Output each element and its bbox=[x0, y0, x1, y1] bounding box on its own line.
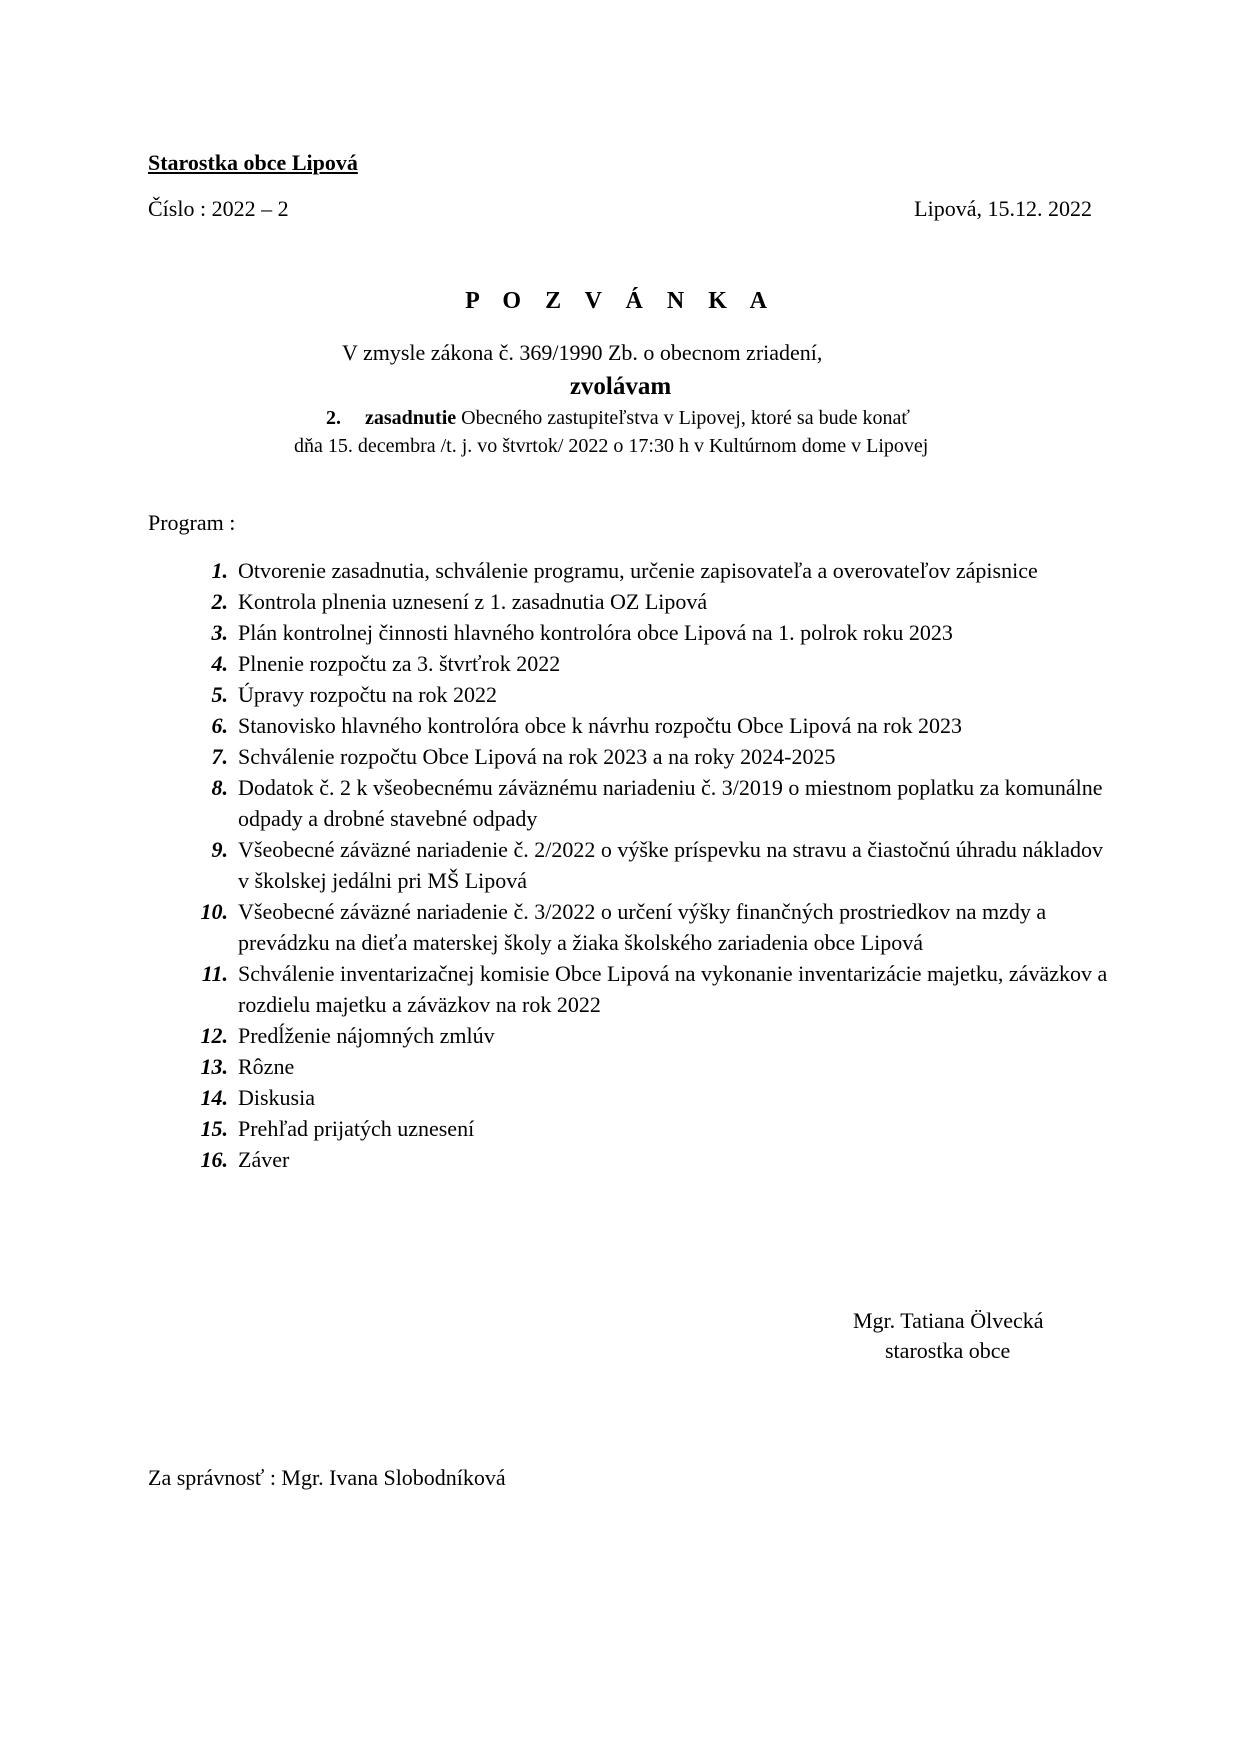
program-item-text: Schválenie rozpočtu Obce Lipová na rok 2023 a na roky 2024-2025 bbox=[238, 744, 836, 769]
document-number: Číslo : 2022 – 2 bbox=[148, 196, 289, 221]
program-list bbox=[192, 555, 1112, 1175]
program-label: Program : bbox=[148, 510, 236, 535]
session-description: Obecného zastupiteľstva v Lipovej, ktoré sa bude konať bbox=[456, 407, 910, 429]
program-item-text: Kontrola plnenia uznesení z 1. zasadnutia OZ Lipová bbox=[238, 589, 708, 614]
program-item bbox=[192, 1020, 1112, 1051]
program-item bbox=[192, 679, 1112, 710]
program-item-text: Všeobecné záväzné nariadenie č. 3/2022 o určení výšky finančných prostriedkov na mzdy a prevádzku na dieťa materskej školy a žiaka školského zariadenia obce Lipová bbox=[238, 899, 1047, 955]
program-item-number: 6. bbox=[211, 713, 228, 738]
program-item-text: Schválenie inventarizačnej komisie Obce Lipová na vykonanie inventarizácie majetku, záväzkov a rozdielu majetku a záväzkov na rok 2022 bbox=[238, 961, 1108, 1017]
program-item-text: Všeobecné záväzné nariadenie č. 2/2022 o výške príspevku na stravu a čiastočnú úhradu nákladov v školskej jedálni pri MŠ Lipová bbox=[238, 837, 1104, 893]
program-item-text: Stanovisko hlavného kontrolóra obce k návrhu rozpočtu Obce Lipová na rok 2023 bbox=[238, 713, 962, 738]
program-item bbox=[192, 1051, 1112, 1082]
program-item bbox=[192, 834, 1112, 896]
signature-name: Mgr. Tatiana Ölvecká bbox=[853, 1308, 1044, 1333]
session-number: 2. bbox=[326, 407, 341, 429]
program-item-number: 2. bbox=[211, 589, 228, 614]
program-item bbox=[192, 1144, 1112, 1175]
program-item-text: Plnenie rozpočtu za 3. štvrťrok 2022 bbox=[238, 651, 561, 676]
office-heading: Starostka obce Lipová bbox=[148, 150, 358, 175]
summon-word: zvolávam bbox=[569, 373, 672, 400]
program-item bbox=[192, 896, 1112, 958]
program-item-number: 14. bbox=[200, 1085, 228, 1110]
program-item bbox=[192, 741, 1112, 772]
program-item bbox=[192, 710, 1112, 741]
program-item-text: Rôzne bbox=[238, 1054, 295, 1079]
program-item-text: Otvorenie zasadnutia, schválenie programu, určenie zapisovateľa a overovateľov zápisnice bbox=[238, 558, 1038, 583]
program-item bbox=[192, 1082, 1112, 1113]
session-line bbox=[326, 406, 910, 430]
program-item bbox=[192, 555, 1112, 586]
program-item bbox=[192, 958, 1112, 1020]
place-date: Lipová, 15.12. 2022 bbox=[914, 196, 1092, 221]
program-item-number: 7. bbox=[211, 744, 228, 769]
program-item-number: 8. bbox=[211, 775, 228, 800]
session-word: zasadnutie bbox=[365, 407, 457, 429]
program-item-text: Záver bbox=[238, 1147, 290, 1172]
program-item-number: 3. bbox=[211, 620, 228, 645]
law-reference: V zmysle zákona č. 369/1990 Zb. o obecnom zriadení, bbox=[342, 340, 823, 365]
program-item-number: 16. bbox=[200, 1147, 228, 1172]
document-title: P O Z V Á N K A bbox=[465, 288, 776, 314]
program-item-number: 10. bbox=[200, 899, 228, 924]
program-item-text: Prehľad prijatých uznesení bbox=[238, 1116, 475, 1141]
program-item bbox=[192, 586, 1112, 617]
correctness-note: Za správnosť : Mgr. Ivana Slobodníková bbox=[148, 1465, 506, 1490]
program-item-number: 15. bbox=[200, 1116, 228, 1141]
program-item-text: Plán kontrolnej činnosti hlavného kontrolóra obce Lipová na 1. polrok roku 2023 bbox=[238, 620, 953, 645]
program-item-number: 13. bbox=[200, 1054, 228, 1079]
program-item bbox=[192, 648, 1112, 679]
program-item-number: 12. bbox=[200, 1023, 228, 1048]
program-item-text: Úpravy rozpočtu na rok 2022 bbox=[238, 682, 498, 707]
program-item bbox=[192, 772, 1112, 834]
signature-role: starostka obce bbox=[885, 1338, 1011, 1363]
program-item-number: 5. bbox=[211, 682, 228, 707]
program-item-text: Predĺženie nájomných zmlúv bbox=[238, 1023, 495, 1048]
program-item-text: Dodatok č. 2 k všeobecnému záväznému nariadeniu č. 3/2019 o miestnom poplatku za komunálne odpady a drobné stavebné odpady bbox=[238, 775, 1103, 831]
program-item bbox=[192, 617, 1112, 648]
program-item-number: 4. bbox=[211, 651, 228, 676]
program-item-number: 11. bbox=[201, 961, 228, 986]
program-item-number: 1. bbox=[211, 558, 228, 583]
program-item-number: 9. bbox=[211, 837, 228, 862]
program-item-text: Diskusia bbox=[238, 1085, 315, 1110]
session-date-line: dňa 15. decembra /t. j. vo štvrtok/ 2022 o 17:30 h v Kultúrnom dome v Lipovej bbox=[294, 435, 929, 457]
program-item bbox=[192, 1113, 1112, 1144]
